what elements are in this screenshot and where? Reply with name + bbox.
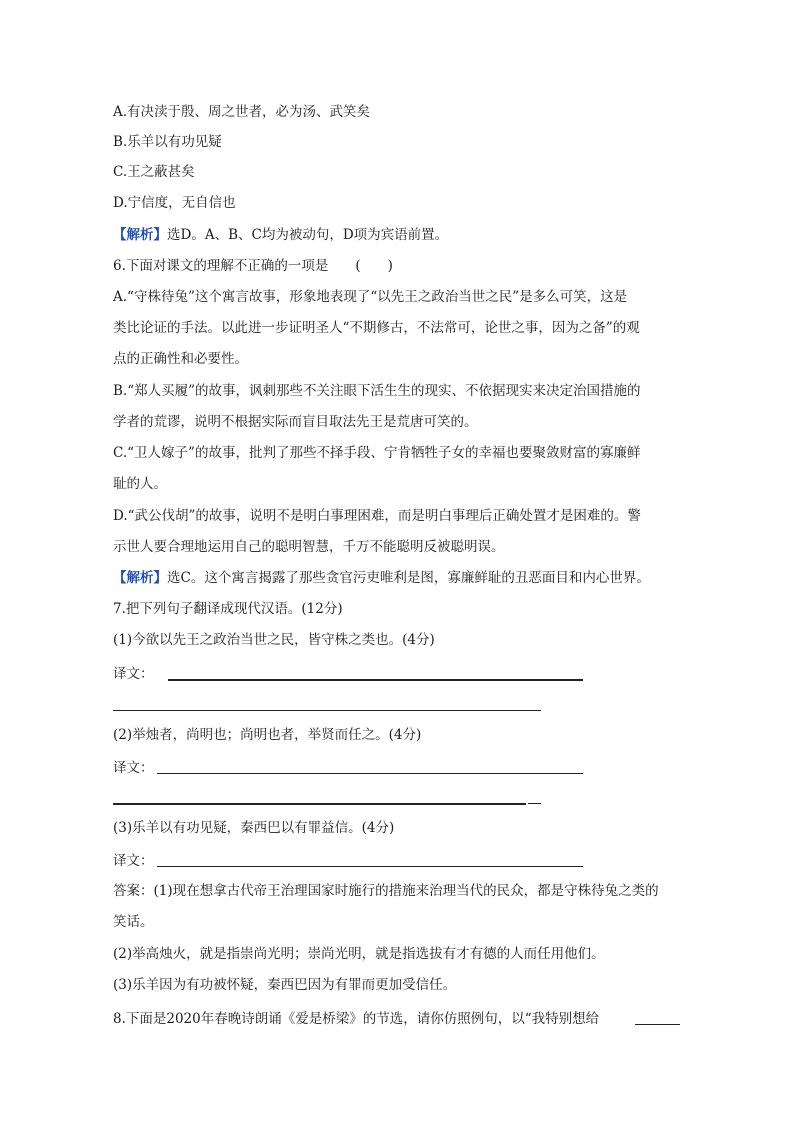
analysis-text: 选C。这个寓言揭露了那些贪官污吏唯利是图，寡廉鲜耻的丑恶面目和内心世界。 <box>167 570 650 586</box>
q6-b-line-1: B.“郑人买履”的故事，讽刺那些不关注眼下活生生的现实、不依据现实来决定治国措施的 <box>113 383 641 399</box>
q6-c-line-2: 耻的人。 <box>113 476 167 492</box>
analysis-text: 选D。A、B、C均为被动句，D项为宾语前置。 <box>167 227 449 243</box>
q6-a-line-3: 点的正确性和必要性。 <box>113 351 248 367</box>
option-c: C.王之蔽甚矣 <box>113 164 195 180</box>
q6-d-line-2: 示世人要合理地运用自己的聪明智慧，千万不能聪明反被聪明误。 <box>113 539 505 555</box>
q7-sentence-3: (3)乐羊以有功见疑，秦西巴以有罪益信。(4分) <box>113 820 395 836</box>
q6-b-line-2: 学者的荒谬，说明不根据实际而盲目取法先王是荒唐可笑的。 <box>113 414 478 430</box>
q7-answer-3: (3)乐羊因为有功被怀疑，秦西巴因为有罪而更加受信任。 <box>113 977 457 993</box>
answer-blank-line[interactable] <box>528 803 541 804</box>
answer-blank-line[interactable] <box>113 710 541 711</box>
q7-answer-line-1: 答案：(1)现在想拿古代帝王治理国家时施行的措施来治理当代的民众，都是守株待兔之类的 <box>113 883 659 899</box>
option-d: D.宁信度，无自信也 <box>113 195 236 211</box>
answer-blank-line[interactable] <box>113 803 526 805</box>
q7-sentence-1: (1)今欲以先王之政治当世之民，皆守株之类也。(4分) <box>113 632 435 648</box>
q6-c-line-1: C.“卫人嫁子”的故事，批判了那些不择手段、宁肯牺牲子女的幸福也要聚敛财富的寡廉鲜 <box>113 445 641 461</box>
q6-a-line-2: 类比论证的手法。以此进一步证明圣人“不期修古，不法常可，论世之事，因为之备”的观 <box>113 320 640 336</box>
answer-blank-line[interactable] <box>168 679 583 681</box>
q6-a-line-1: A.“守株待兔”这个寓言故事，形象地表现了“以先王之政治当世之民”是多么可笑，这是 <box>113 289 628 305</box>
q6-stem: 6.下面对课文的理解不正确的一项是 ( ) <box>113 258 393 274</box>
q6-d-line-1: D.“武公伐胡”的故事，说明不是明白事理困难，而是明白事理后正确处置才是困难的。警 <box>113 508 641 524</box>
analysis-tag: 【解析】 <box>113 570 167 586</box>
translation-label-2: 译文： <box>113 760 154 776</box>
option-a: A.有决渎于殷、周之世者，必为汤、武笑矣 <box>113 104 371 120</box>
option-b: B.乐羊以有功见疑 <box>113 134 222 150</box>
answer-blank-line[interactable] <box>157 866 583 867</box>
q6-analysis <box>113 568 650 588</box>
translation-label-3: 译文： <box>113 853 154 869</box>
q5-analysis <box>113 225 448 245</box>
answer-blank-line[interactable] <box>157 773 583 774</box>
q7-sentence-2: (2)举烛者，尚明也；尚明也者，举贤而任之。(4分) <box>113 727 422 743</box>
answer-blank-line[interactable] <box>635 1024 680 1025</box>
q7-answer-2: (2)举高烛火，就是指崇尚光明；崇尚光明，就是指选拔有才有德的人而任用他们。 <box>113 946 605 962</box>
q7-answer-line-2: 笑话。 <box>113 914 154 930</box>
q8-stem: 8.下面是2020年春晚诗朗诵《爱是桥梁》的节选，请你仿照例句，以“我特别想给 <box>113 1011 600 1027</box>
analysis-tag: 【解析】 <box>113 227 167 243</box>
translation-label-1: 译文： <box>113 666 154 682</box>
q7-stem: 7.把下列句子翻译成现代汉语。(12分) <box>113 601 343 617</box>
